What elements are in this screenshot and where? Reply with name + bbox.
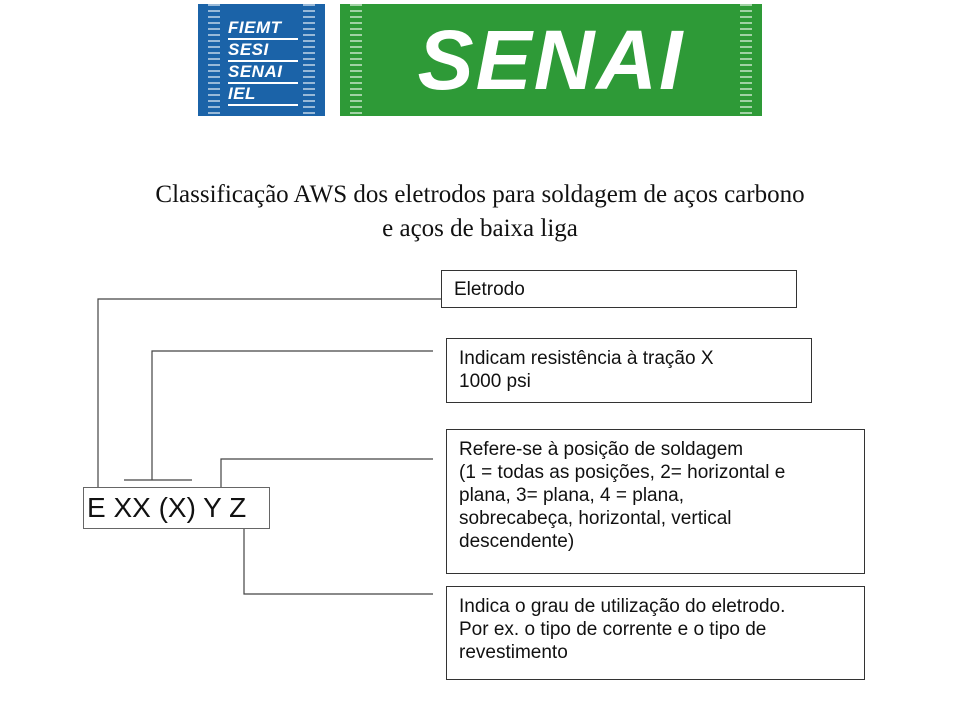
box-eletrodo: Eletrodo xyxy=(441,270,797,308)
box-utilizacao: Indica o grau de utilização do eletrodo. Por ex. o tipo de corrente e o tipo de revestimento xyxy=(446,586,865,680)
logo-line-senai: SENAI xyxy=(228,62,298,84)
title-line-2: e aços de baixa liga xyxy=(382,215,578,242)
logo-line-sesi: SESI xyxy=(228,40,298,62)
connector-tracao xyxy=(152,351,433,480)
connector-posicao xyxy=(221,459,433,487)
connector-utilizacao xyxy=(244,529,433,594)
electrode-code: E XX (X) Y Z xyxy=(83,487,270,529)
senai-wordmark: SENAI xyxy=(417,13,685,107)
box-posicao: Refere-se à posição de soldagem (1 = todas as posições, 2= horizontal e plana, 3= plana, 4 = plana, sobrecabeça, horizontal, vertical descendente) xyxy=(446,429,865,574)
box-tracao: Indicam resistência à tração X 1000 psi xyxy=(446,338,812,403)
logo-line-iel: IEL xyxy=(228,84,298,106)
logo-line-fiemt: FIEMT xyxy=(228,18,298,40)
title-line-1: Classificação AWS dos eletrodos para soldagem de aços carbono xyxy=(155,181,805,208)
